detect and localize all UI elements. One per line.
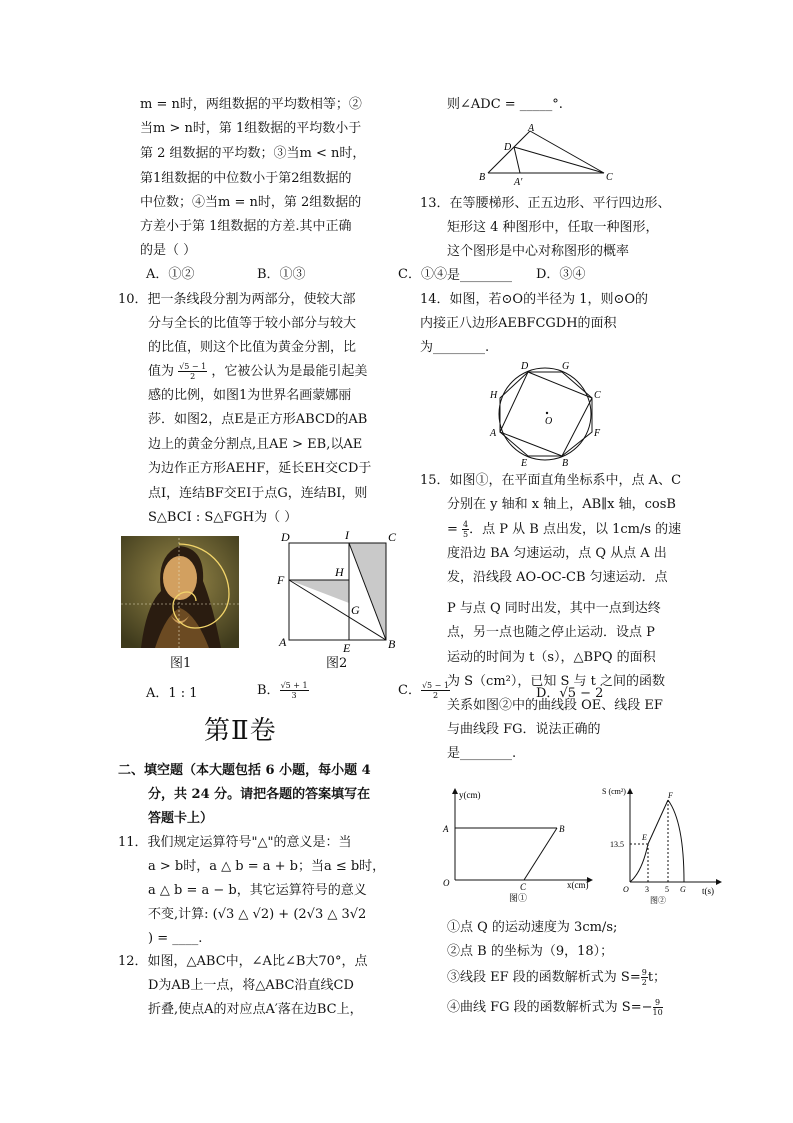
fraction-numerator: 9 [641, 968, 647, 977]
label-D: D [521, 361, 529, 372]
label-E: E [521, 458, 528, 469]
option-fraction [280, 681, 309, 700]
statement-text: ④曲线 FG 段的函数解析式为 S=− [447, 1000, 653, 1015]
label-A-prime: A′ [514, 177, 523, 188]
label-C: C [520, 882, 527, 892]
figure-2-caption: 图2 [326, 656, 348, 671]
label-B: B [562, 458, 569, 469]
q10-line: 边上的黄金分割点,且AE > EB,以AE [148, 437, 363, 452]
q10-line: 点I，连结BF交EI于点G，连结BI，则 [148, 486, 368, 501]
label-C: C [606, 172, 613, 183]
q15-line: 15．如图①，在平面直角坐标系中，点 A、C [420, 473, 682, 488]
fraction-denominator: 2 [432, 691, 439, 700]
q10-option-a: A．1 : 1 [146, 686, 198, 701]
q15-line: 运动的时间为 t（s），△BPQ 的面积 [447, 650, 656, 665]
statement-fraction [641, 968, 648, 987]
q14-line: 14．如图，若⊙O的半径为 1，则⊙O的 [420, 292, 649, 307]
q12-line: D为AB上一点，将△ABC沿直线CD [148, 978, 354, 993]
golden-ratio-fraction [178, 362, 207, 381]
label-F: F [668, 791, 673, 800]
q9-line: 中位数；④当m = n时，第 2组数据的 [140, 195, 362, 210]
q10-line: 10．把一条线段分割为两部分，使较大部 [118, 292, 356, 307]
label-G: G [680, 885, 686, 894]
q10-line: 分与全长的比值等于较小部分与较大 [148, 316, 357, 331]
label-H: H [335, 565, 344, 579]
label-G: G [562, 361, 570, 372]
label-E: E [343, 641, 351, 655]
s-t-graph-figure [602, 782, 724, 906]
fraction-denominator: 2 [190, 372, 196, 381]
q9-line: 方差小于第 1组数据的方差.其中正确 [140, 219, 352, 234]
q15-line: 发，沿线段 AO-OC-CB 匀速运动．点 [447, 570, 668, 585]
section-line: 二、填空题（本大题包括 6 小题，每小题 4 [118, 763, 371, 778]
q10-line: 感的比例，如图1为世界名画蒙娜丽 [148, 388, 352, 403]
fraction-numerator: 4 [463, 520, 469, 529]
figure-caption: 图① [509, 893, 528, 903]
fraction-denominator: 3 [291, 691, 297, 700]
x-axis-label: x(cm) [567, 880, 589, 890]
q12-line: 则∠ADC = _____°. [447, 97, 563, 112]
y-axis-label: y(cm) [459, 790, 481, 800]
q9-line: 第1组数据的中位数小于第2组数据的 [140, 171, 352, 186]
label-O: O [545, 416, 553, 427]
q11-line: a △ b = a − b，其它运算符号的意义 [148, 883, 367, 898]
q10-line: 的比值，则这个比值为黄金分割，比 [148, 340, 357, 355]
statement-tail: t； [647, 970, 667, 985]
q12-line: 折叠,使点A的对应点A′落在边BC上， [148, 1002, 363, 1017]
fraction-numerator: √5 + 1 [280, 681, 308, 690]
option-letter: C． [398, 683, 421, 698]
label-O: O [623, 885, 629, 894]
q15-line: 关系如图②中的曲线段 OE、线段 EF [447, 698, 663, 713]
q15-line: 为 S（cm²），已知 S 与 t 之间的函数 [447, 674, 666, 689]
label-O: O [443, 878, 450, 888]
figure-caption: 图② [650, 896, 666, 905]
statement-4 [447, 998, 663, 1017]
q15-text: = [447, 522, 463, 537]
q15-line: 度沿边 BA 匀速运动，点 Q 从点 A 出 [447, 546, 667, 561]
q9-line: 第 2 组数据的平均数；③当m < n时， [140, 146, 366, 161]
q13-line: 矩形这 4 种图形中，任取一种图形， [447, 220, 659, 235]
label-G: G [351, 603, 360, 617]
q11-line: ) = ____. [148, 931, 203, 946]
q10-line: 莎．如图2，点E是正方形ABCD的AB [148, 412, 368, 427]
mona-lisa-image [121, 536, 239, 648]
q15-line: 是________. [447, 746, 517, 761]
statement-3 [447, 968, 666, 987]
q9-line: m = n时，两组数据的平均数相等；② [140, 97, 362, 112]
q11-line: a > b时，a △ b = a + b；当a ≤ b时， [148, 859, 386, 874]
tick-13-5: 13.5 [610, 840, 624, 849]
q11-line: 11．我们规定运算符号"△"的意义是：当 [118, 835, 352, 850]
figure-1-caption: 图1 [170, 656, 192, 671]
q10-option-d: D．√5 − 2 [536, 686, 604, 701]
x-axis-label: t(s) [702, 886, 714, 896]
coordinate-figure-1 [437, 784, 597, 906]
q10-line: S△BCI : S△FGH为（ ） [148, 510, 298, 525]
q14-line: 内接正八边形AEBFCGDH的面积 [420, 316, 617, 331]
option-fraction [421, 681, 450, 700]
q9-option-b: B．①③ [257, 267, 306, 282]
q15-line [447, 520, 681, 539]
statement-2: ②点 B 的坐标为（9，18）； [447, 944, 614, 959]
fraction-numerator: √5 − 1 [421, 681, 450, 690]
section-line: 答题卡上） [148, 811, 214, 826]
label-A: A [490, 428, 497, 439]
q15-line: P 与点 Q 同时出发，其中一点到达终 [447, 601, 661, 616]
q10-text: ，它被公认为是最能引起美 [211, 364, 368, 379]
label-C: C [388, 530, 397, 544]
label-A: A [528, 123, 535, 134]
label-E: E [642, 833, 647, 842]
q13-line: 13．在等腰梯形、正五边形、平行四边形、 [420, 196, 671, 211]
label-I: I [345, 528, 349, 542]
label-D: D [281, 530, 290, 544]
fraction-denominator: 5 [463, 530, 469, 539]
q15-text: ．点 P 从 B 点出发，以 1cm/s 的速 [469, 522, 682, 537]
label-D: D [504, 142, 512, 153]
tick-3: 3 [645, 885, 649, 894]
q9-line: 的是（ ） [140, 243, 197, 258]
q9-option-c: C．①④ [398, 267, 447, 282]
q9-option-d: D．③④ [536, 267, 586, 282]
q13-line: 这个图形是中心对称图形的概率 [447, 244, 630, 259]
q10-option-b [257, 681, 309, 700]
octagon-circle-figure [488, 358, 602, 468]
label-F: F [594, 428, 601, 439]
q10-option-c [398, 681, 450, 700]
statement-fraction [653, 998, 663, 1017]
q15-line: 点，另一点也随之停止运动．设点 P [447, 625, 655, 640]
q12-line: 12．如图，△ABC中，∠A比∠B大70°，点 [118, 954, 368, 969]
fraction-numerator: 9 [653, 998, 663, 1008]
fraction-denominator: 2 [641, 978, 647, 987]
q10-text: 值为 [148, 364, 175, 379]
label-B: B [559, 824, 565, 834]
folding-triangle-figure [476, 122, 616, 188]
fraction-numerator: √5 − 1 [179, 362, 207, 371]
q10-line [148, 362, 367, 381]
golden-square-figure [274, 528, 404, 655]
section-line: 分，共 24 分。请把各题的答案填写在 [148, 787, 371, 802]
q15-line: 分别在 y 轴和 x 轴上，AB∥x 轴，cosB [447, 497, 676, 512]
option-letter: B． [257, 683, 280, 698]
q9-option-a: A．①② [146, 267, 195, 282]
y-axis-label: S (cm²) [602, 787, 626, 796]
statement-text: ③线段 EF 段的函数解析式为 S= [447, 970, 641, 985]
label-C: C [594, 390, 601, 401]
q15-line: 与曲线段 FG．说法正确的 [447, 722, 601, 737]
volume-title: 第Ⅱ卷 [204, 716, 277, 746]
q11-line: 不变,计算: (√3 △ √2) + (2√3 △ 3√2 [148, 907, 367, 922]
q14-line: 为________. [420, 340, 490, 355]
tick-5: 5 [665, 885, 669, 894]
q13-line: 是________ [447, 268, 513, 283]
label-A: A [443, 824, 449, 834]
label-B: B [388, 637, 396, 651]
q9-line: 当m > n时，第 1组数据的平均数小于 [140, 121, 362, 136]
label-A: A [279, 635, 287, 649]
statement-1: ①点 Q 的运动速度为 3cm/s; [447, 920, 618, 935]
q10-line: 为边作正方形AEHF，延长EH交CD于 [148, 461, 372, 476]
label-H: H [490, 390, 498, 401]
fraction-denominator: 10 [652, 1008, 663, 1017]
label-F: F [277, 573, 285, 587]
label-B: B [479, 172, 486, 183]
